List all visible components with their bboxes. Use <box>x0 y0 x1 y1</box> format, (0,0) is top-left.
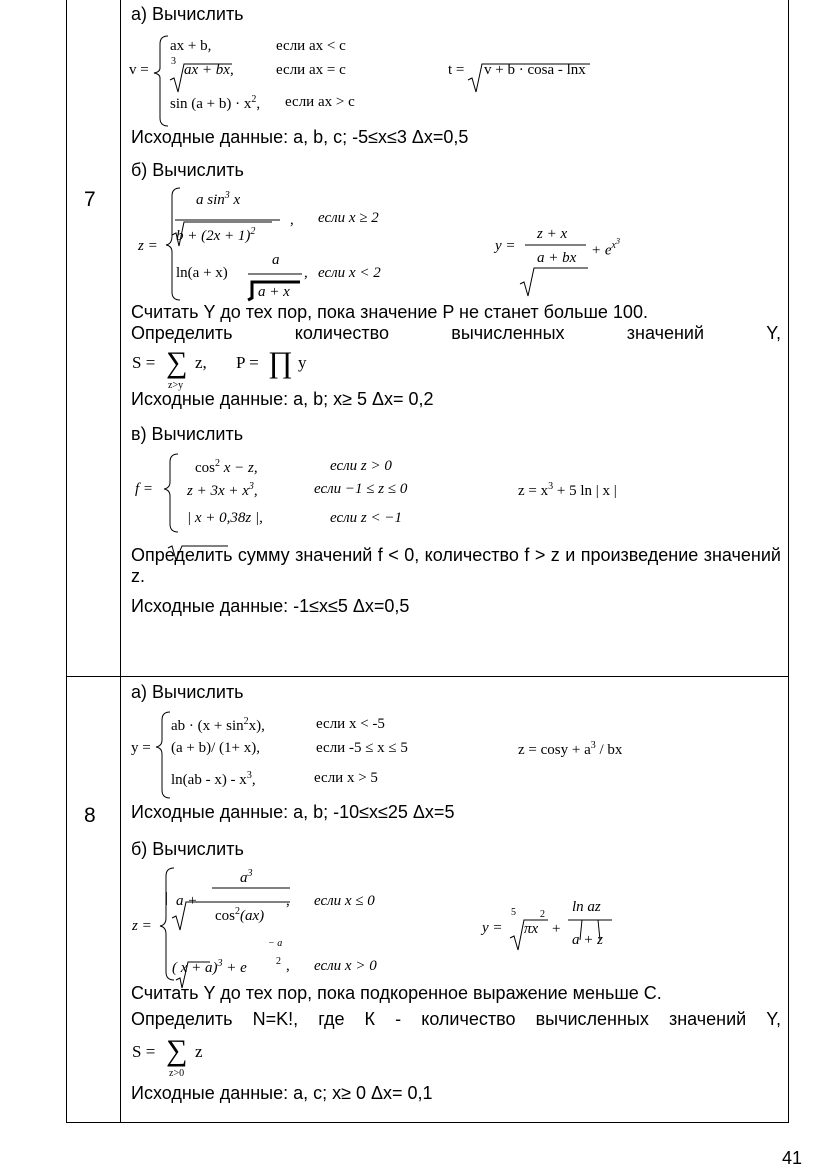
task-7c-heading: в) Вычислить <box>131 424 244 444</box>
sum-lhs: S = <box>132 1042 156 1061</box>
f-case2: $z + 3x + x^3$, <box>187 481 258 499</box>
f-cond2: если −1 ≤ z ≤ 0 <box>314 481 408 497</box>
f-cond1: если z > 0 <box>330 458 392 474</box>
task-number-8: 8 <box>84 804 96 827</box>
sum-var: z <box>195 1042 203 1061</box>
task-7b-text2: Определить количество вычисленных значений Y, <box>131 323 781 343</box>
task-7b-input: Исходные данные: a, b; x≥ 5 Δx= 0,2 <box>131 389 434 409</box>
z-numerator: a $\sin^3 x$ <box>196 190 241 208</box>
z-vbar: | <box>165 890 169 906</box>
task-7b-text1: Считать Y до тех пор, пока значение P не станет больше 100. <box>131 302 648 322</box>
v-root-index: 3 <box>171 56 176 67</box>
y-cond1: если x < -5 <box>316 716 385 732</box>
z-lhs: z = <box>138 238 158 254</box>
v-case3: $\sin (a + b) \cdot x^2$, <box>170 94 261 112</box>
task-7a-heading: а) Вычислить <box>131 4 244 24</box>
task-7c-input: Исходные данные: -1≤x≤5 Δx=0,5 <box>131 596 410 616</box>
y-case3: $\ln(ab - x) - x^3$, <box>171 770 256 788</box>
sum-var: z, <box>195 353 207 372</box>
z-eexp-num: − a <box>268 938 283 949</box>
task-number-7: 7 <box>84 188 96 211</box>
z-case2-den: a + x <box>258 284 290 300</box>
sum-sub: z>y <box>168 380 184 391</box>
z-comma-2: , <box>286 958 290 974</box>
f-case1: $\cos^2 x - z$, <box>195 458 258 476</box>
sigma-icon: ∑ <box>166 346 188 379</box>
z-cond1: если x ≥ 2 <box>318 210 379 226</box>
task-7b-heading: б) Вычислить <box>131 160 244 180</box>
task-8a-input: Исходные данные: a, b; -10≤x≤25 Δx=5 <box>131 802 455 822</box>
y-lhs: y = <box>131 740 151 756</box>
z-den: $\cos^2(ax)$ <box>215 906 265 924</box>
task-8b-text2: Определить N=K!, где К - количество вычисленных значений Y, <box>131 1009 781 1029</box>
y-cond3: если x > 5 <box>314 770 378 786</box>
page-number: 41 <box>781 1148 802 1168</box>
sum-lhs: S = <box>132 353 156 372</box>
y-lhs: y = <box>495 238 516 254</box>
f-case3: | x + 0,38z |, <box>187 510 263 526</box>
y-lhs: y = <box>482 920 503 936</box>
task-8b-heading: б) Вычислить <box>131 839 244 859</box>
y-root-index: 5 <box>511 907 516 918</box>
y-num: z + x <box>537 226 568 242</box>
z-comma-2: , <box>304 265 308 281</box>
z-denominator: $b + (2x + 1)^2$ <box>176 226 256 244</box>
z-case2: ln(a + x) <box>176 265 228 281</box>
z-case2-num: a <box>272 252 280 268</box>
y-plus: + <box>552 921 561 937</box>
y-den: a + bx <box>537 250 577 266</box>
y-case2: (a + b)/ (1+ x), <box>171 740 260 756</box>
f-cond3: если z < −1 <box>330 510 402 526</box>
z-num: $a^3$ <box>240 868 253 886</box>
z-case2: ( x + a)$^3$ + e <box>172 958 247 976</box>
prod-var: y <box>298 353 307 372</box>
sigma-icon: ∑ <box>166 1034 188 1067</box>
y-radicand-exp: 2 <box>540 909 545 920</box>
t-lhs: t = <box>448 62 465 78</box>
t-expr: v + b · cosa - lnx <box>484 62 586 78</box>
prod-lhs: P = <box>236 353 259 372</box>
z-comma-1: , <box>286 893 290 909</box>
task-7a-input: Исходные данные: a, b, c; -5≤x≤3 Δx=0,5 <box>131 127 469 147</box>
v-cond3: если ax > c <box>285 94 355 110</box>
z-case1-pre: a + <box>176 893 198 909</box>
z-eexp-den: 2 <box>276 956 281 967</box>
z-def: $z = \cos y + a^3$ / bx <box>518 740 623 758</box>
y-radicand: πx <box>524 921 539 937</box>
task-8b-text1: Считать Y до тех пор, пока подкоренное выражение меньше C. <box>131 983 662 1003</box>
y-frac-num: ln az <box>572 899 601 915</box>
z-comma-1: , <box>290 212 294 228</box>
task-7c-text: Определить сумму значений f < 0, количество f > z и произведение значений z. <box>131 545 781 586</box>
z-lhs: z = <box>132 918 152 934</box>
z-cond2: если x > 0 <box>314 958 377 974</box>
y-frac-den: a + z <box>572 932 603 948</box>
z-cond1: если x ≤ 0 <box>314 893 375 909</box>
v-case2: ax + bx, <box>184 62 234 78</box>
task-8a-heading: а) Вычислить <box>131 682 244 702</box>
v-cond1: если ax < c <box>276 38 346 54</box>
y-case1: ab · $(x + \sin^2x)$, <box>171 716 265 734</box>
pi-product-icon: ∏ <box>268 346 293 379</box>
sum-sub: z>0 <box>169 1068 185 1079</box>
y-tail: + $e^{x^3}$ <box>591 237 620 259</box>
v-lhs: v = <box>129 62 149 78</box>
v-case1: ax + b, <box>170 38 212 54</box>
v-cond2: если ax = c <box>276 62 346 78</box>
z-cond2: если x < 2 <box>318 265 381 281</box>
z-def: $z = x^3 + 5$ ln | x | <box>518 481 617 499</box>
f-lhs: f = <box>135 481 154 497</box>
task-8b-input: Исходные данные: a, c; x≥ 0 Δx= 0,1 <box>131 1083 433 1103</box>
y-cond2: если -5 ≤ x ≤ 5 <box>316 740 408 756</box>
